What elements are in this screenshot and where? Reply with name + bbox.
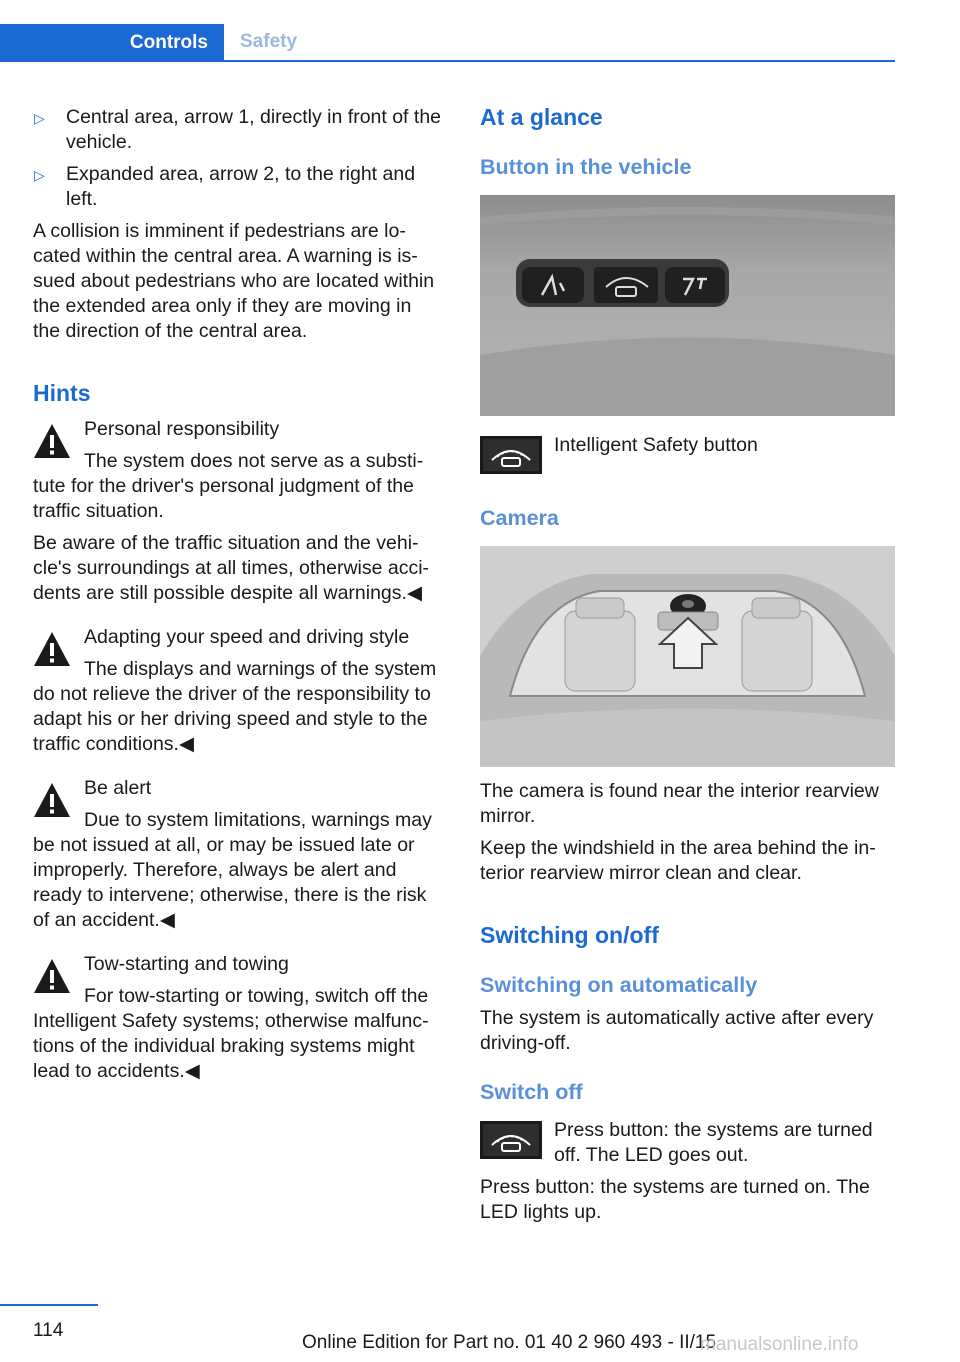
watermark-text: manualsonline.info (700, 1334, 859, 1355)
header-divider (0, 60, 895, 62)
body-text-line: A collision is imminent if pedestrians are lo- (33, 220, 406, 242)
camera-image (480, 546, 895, 767)
warning-text-line: For tow-starting or towing, switch off the (84, 985, 429, 1007)
camera-text-line: The camera is found near the interior rearview (480, 780, 879, 802)
switch-off-text-line: Press button: the systems are turned (554, 1119, 873, 1141)
footer-divider (0, 1304, 98, 1306)
page-number: 114 (33, 1320, 64, 1341)
warning-text-line: tions of the individual braking systems might (33, 1035, 415, 1057)
body-text-line: sued about pedestrians who are located within (33, 270, 435, 292)
section-heading-at-a-glance: At a glance (480, 104, 603, 130)
bullet-text-line: left. (66, 188, 98, 210)
warning-text-line: be not issued at all, or may be issued late or (33, 834, 415, 856)
warning-text-line: traffic situation. (33, 500, 164, 522)
warning-text-line: Be aware of the traffic situation and the vehi- (33, 532, 419, 554)
warning-text-line: Due to system limitations, warnings may (84, 809, 432, 831)
button-console-image (480, 195, 895, 416)
subheading-switch-off: Switch off (480, 1080, 583, 1104)
button-caption: Intelligent Safety button (554, 434, 758, 456)
warning-title: Adapting your speed and driving style (84, 626, 410, 648)
bullet-text-line: vehicle. (66, 131, 133, 153)
warning-triangle-icon (32, 629, 72, 669)
warning-text-line: The displays and warnings of the system (84, 658, 437, 680)
warning-text-line: cle's surroundings at all times, otherwise acci- (33, 557, 430, 579)
section-heading-hints: Hints (33, 380, 91, 406)
warning-title: Be alert (84, 777, 152, 799)
body-text-line: the extended area only if they are moving in (33, 295, 412, 317)
bullet-text-line: Central area, arrow 1, directly in front of the (66, 106, 442, 128)
switching-auto-text-line: driving-off. (480, 1032, 571, 1054)
warning-text-line: The system does not serve as a substi- (84, 450, 424, 472)
subheading-camera: Camera (480, 506, 559, 530)
warning-triangle-icon (32, 956, 72, 996)
warning-triangle-icon (32, 421, 72, 461)
warning-title: Personal responsibility (84, 418, 280, 440)
warning-text-line: tute for the driver's personal judgment of the (33, 475, 414, 497)
tab-controls[interactable]: Controls (0, 24, 224, 62)
subheading-switching-auto: Switching on automatically (480, 973, 758, 997)
warning-text-line: Intelligent Safety systems; otherwise malfunc- (33, 1010, 429, 1032)
warning-text-line: dents are still possible despite all warnings.◀ (33, 582, 422, 604)
warning-text-line: adapt his or her driving speed and style to the (33, 708, 428, 730)
body-text-line: the direction of the central area. (33, 320, 308, 342)
switch-on-text-line: LED lights up. (480, 1201, 602, 1223)
section-heading-switching: Switching on/off (480, 922, 659, 948)
warning-text-line: lead to accidents.◀ (33, 1060, 200, 1082)
edition-text: Online Edition for Part no. 01 40 2 960 493 - II/15 (302, 1332, 717, 1353)
triangle-right-icon: ▷ (34, 167, 45, 183)
page-header (0, 0, 895, 62)
warning-title: Tow-starting and towing (84, 953, 289, 975)
warning-text-line: improperly. Therefore, always be alert and (33, 859, 397, 881)
switching-auto-text-line: The system is automatically active after every (480, 1007, 874, 1029)
warning-text-line: do not relieve the driver of the responsibility to (33, 683, 431, 705)
subheading-button-in-vehicle: Button in the vehicle (480, 155, 692, 179)
camera-text-line: terior rearview mirror clean and clear. (480, 862, 802, 884)
body-text-line: cated within the central area. A warning is is- (33, 245, 418, 267)
warning-text-line: ready to intervene; otherwise, there is the risk (33, 884, 427, 906)
camera-text-line: Keep the windshield in the area behind the in- (480, 837, 876, 859)
switch-on-text-line: Press button: the systems are turned on. The (480, 1176, 870, 1198)
triangle-right-icon: ▷ (34, 110, 45, 126)
camera-text-line: mirror. (480, 805, 536, 827)
warning-triangle-icon (32, 780, 72, 820)
bullet-text-line: Expanded area, arrow 2, to the right and (66, 163, 416, 185)
intelligent-safety-icon (480, 1121, 542, 1159)
warning-text-line: of an accident.◀ (33, 909, 175, 931)
tab-safety[interactable]: Safety (240, 31, 298, 52)
warning-text-line: traffic conditions.◀ (33, 733, 194, 755)
switch-off-text-line: off. The LED goes out. (554, 1144, 749, 1166)
intelligent-safety-icon (480, 436, 542, 474)
